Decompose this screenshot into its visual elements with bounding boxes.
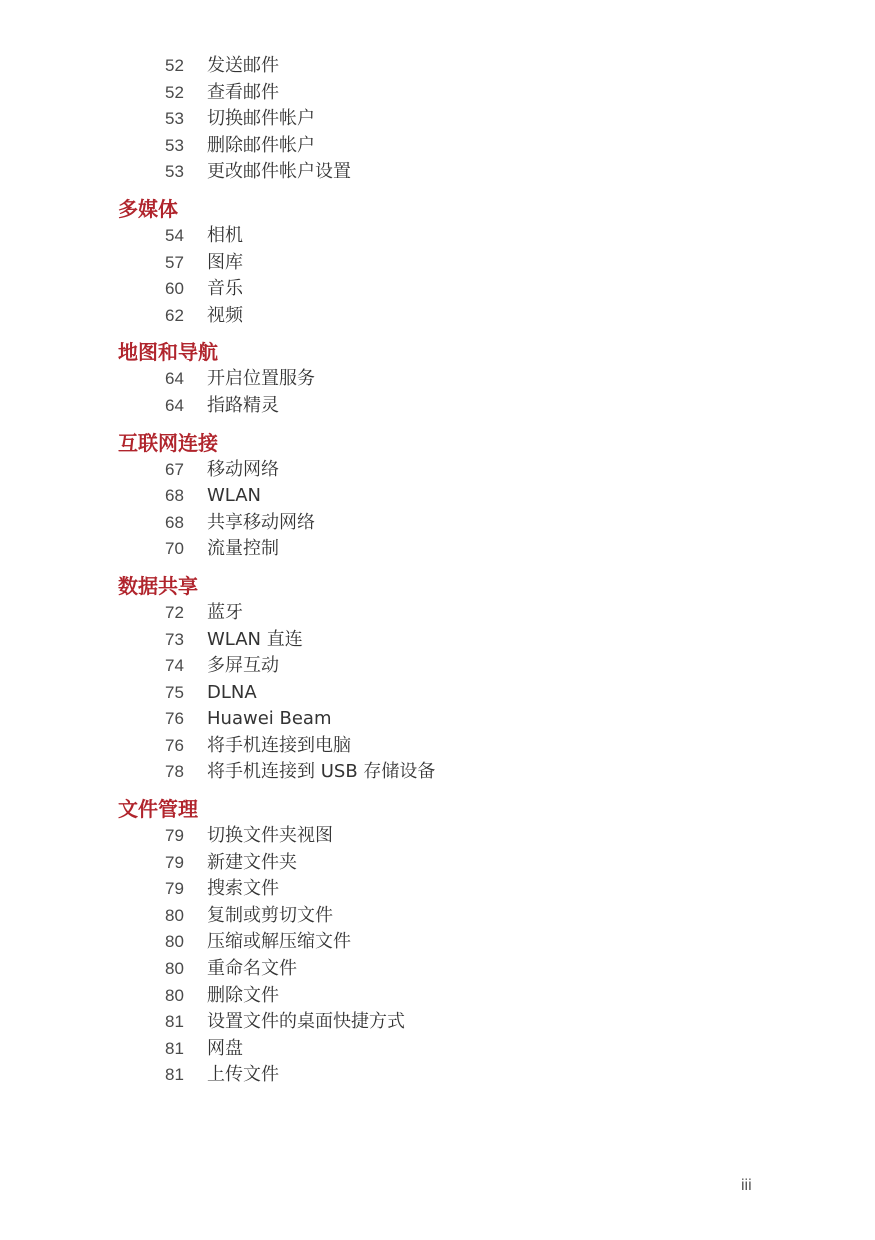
toc-entry[interactable] (0, 276, 875, 303)
section-heading (0, 195, 875, 223)
toc-entry-title: 图库 (207, 251, 243, 273)
toc-entry-title: 移动网络 (207, 458, 279, 480)
toc-page-number: 52 (165, 82, 184, 102)
toc-entry[interactable] (0, 133, 875, 160)
toc-entry-title: 查看邮件 (207, 81, 279, 103)
section-heading (0, 572, 875, 600)
toc-entry[interactable] (0, 303, 875, 330)
toc-entry-title: 设置文件的桌面快捷方式 (207, 1011, 405, 1033)
toc-entry[interactable] (0, 706, 875, 733)
toc-entry[interactable] (0, 393, 875, 420)
toc-entry-title: 多屏互动 (207, 655, 279, 677)
toc-page-number: 53 (165, 109, 184, 129)
toc-entry-title: 重命名文件 (207, 958, 297, 980)
toc-entry-title: 复制或剪切文件 (207, 904, 333, 926)
toc-entry-title: 搜索文件 (207, 878, 279, 900)
toc-entry[interactable] (0, 366, 875, 393)
toc-entry[interactable] (0, 536, 875, 563)
toc-page-number: 68 (165, 486, 184, 506)
toc-page-number: 79 (165, 879, 184, 899)
toc-entry[interactable] (0, 850, 875, 877)
toc-page-number: 54 (165, 225, 184, 245)
toc-entry[interactable] (0, 80, 875, 107)
toc-entry[interactable] (0, 759, 875, 786)
toc-entry[interactable] (0, 250, 875, 277)
section-title: 数据共享 (118, 573, 198, 598)
toc-page-number: 73 (165, 629, 184, 649)
toc-entry[interactable] (0, 680, 875, 707)
toc-entry[interactable] (0, 1062, 875, 1089)
toc-entry-title: WLAN 直连 (207, 628, 303, 650)
toc-entry-title: 网盘 (207, 1037, 243, 1059)
toc-entry[interactable] (0, 876, 875, 903)
toc-page-number: 70 (165, 539, 184, 559)
toc-entry[interactable] (0, 983, 875, 1010)
toc-page-number: 52 (165, 56, 184, 75)
toc-entry-title: 上传文件 (207, 1064, 279, 1086)
toc-entry-title: 切换邮件帐户 (207, 108, 315, 130)
toc-entry-title: 开启位置服务 (207, 368, 315, 390)
section-title: 互联网连接 (118, 430, 218, 455)
toc-entry[interactable] (0, 1009, 875, 1036)
toc-page-number: 53 (165, 135, 184, 155)
toc-page-number: 57 (165, 252, 184, 272)
toc-entry-title: 音乐 (207, 278, 243, 300)
section-title: 多媒体 (118, 196, 178, 221)
toc-entry[interactable] (0, 956, 875, 983)
toc-entry-title: 更改邮件帐户设置 (207, 161, 351, 183)
toc-entry[interactable] (0, 457, 875, 484)
section-title: 地图和导航 (118, 340, 218, 365)
toc-entry[interactable] (0, 600, 875, 627)
toc-entry-title: 将手机连接到 USB 存储设备 (207, 761, 436, 783)
toc-entry-title: 删除文件 (207, 984, 279, 1006)
toc-entry-title: 压缩或解压缩文件 (207, 931, 351, 953)
toc-page-number: 64 (165, 395, 184, 415)
toc-entry[interactable] (0, 510, 875, 537)
toc-page-number: 68 (165, 512, 184, 532)
toc-entry-title: 新建文件夹 (207, 851, 297, 873)
toc-page-number: 78 (165, 762, 184, 782)
toc-entry[interactable] (0, 159, 875, 186)
toc-page-number: 81 (165, 1065, 184, 1085)
toc-page-number: 79 (165, 852, 184, 872)
toc-entry[interactable] (0, 1036, 875, 1063)
toc-entry[interactable] (0, 627, 875, 654)
toc-entry[interactable] (0, 483, 875, 510)
toc-entry[interactable] (0, 223, 875, 250)
toc-entry[interactable] (0, 903, 875, 930)
toc-page-number: 76 (165, 735, 184, 755)
toc-page-number: 74 (165, 656, 184, 676)
toc-entry-title: 蓝牙 (207, 601, 243, 623)
toc-entry-title: 流量控制 (207, 538, 279, 560)
toc-entry-title: 相机 (207, 224, 243, 246)
toc-entry[interactable] (0, 653, 875, 680)
toc-page-number: 80 (165, 985, 184, 1005)
toc-entry[interactable] (0, 53, 875, 80)
toc-entry[interactable] (0, 733, 875, 760)
toc-page-number: 67 (165, 459, 184, 479)
toc-entry-title: 发送邮件 (207, 55, 279, 76)
toc-page-number: 81 (165, 1038, 184, 1058)
section-heading (0, 795, 875, 823)
section-heading (0, 429, 875, 457)
page-number: iii (741, 1177, 752, 1194)
toc-entry-title: WLAN (207, 485, 262, 507)
toc-page-number: 53 (165, 162, 184, 182)
toc-entry-title: 视频 (207, 304, 243, 326)
toc-entry-title: 指路精灵 (207, 394, 279, 416)
section-heading (0, 338, 875, 366)
toc-entry-title: 共享移动网络 (207, 511, 315, 533)
toc-page-number: 81 (165, 1012, 184, 1032)
toc-page-number: 80 (165, 959, 184, 979)
toc-entry-title: Huawei Beam (207, 708, 332, 730)
toc-page-number: 72 (165, 602, 184, 622)
toc-entry-title: DLNA (207, 681, 257, 703)
toc-entry[interactable] (0, 929, 875, 956)
toc-entry-title: 将手机连接到电脑 (207, 734, 351, 756)
toc-page-number: 60 (165, 279, 184, 299)
toc-entry[interactable] (0, 823, 875, 850)
toc-entry-title: 切换文件夹视图 (207, 825, 333, 847)
table-of-contents (0, 53, 875, 1089)
toc-entry[interactable] (0, 106, 875, 133)
toc-page-number: 76 (165, 709, 184, 729)
toc-page-number: 80 (165, 905, 184, 925)
toc-page-number: 75 (165, 682, 184, 702)
toc-entry-title: 删除邮件帐户 (207, 134, 315, 156)
toc-page-number: 64 (165, 369, 184, 389)
toc-page-number: 80 (165, 932, 184, 952)
section-title: 文件管理 (118, 797, 198, 822)
toc-page-number: 79 (165, 826, 184, 846)
toc-page-number: 62 (165, 305, 184, 325)
